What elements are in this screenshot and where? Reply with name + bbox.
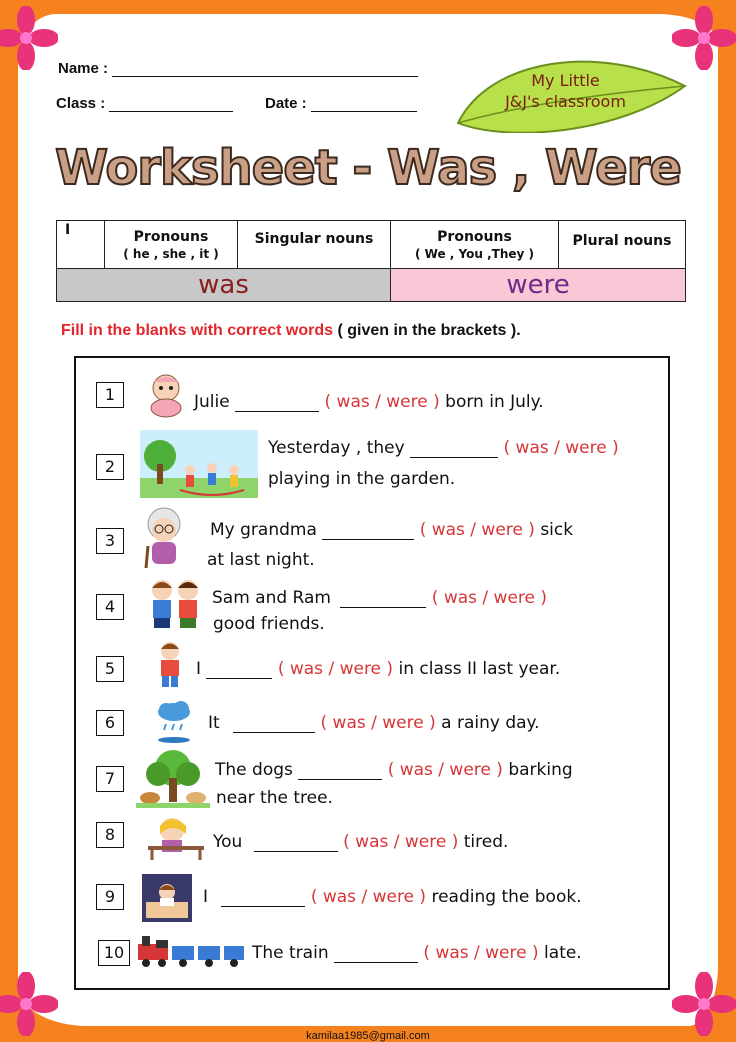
q4-options: ( was / were ) [431, 588, 548, 608]
brand-line2: J&J's classroom [505, 92, 626, 111]
q1-options: ( was / were ) [324, 392, 440, 412]
q8-answer-blank[interactable] [254, 837, 338, 852]
q3-line2: at last night. [207, 550, 315, 570]
q10-after: late. [544, 943, 582, 963]
train-icon [136, 934, 246, 968]
q2-answer-blank[interactable] [410, 443, 498, 458]
two-boys-icon [144, 578, 206, 630]
question-number: 7 [96, 766, 124, 792]
ref-col-i: I [57, 221, 105, 269]
ref-col-singular: Singular nouns [238, 221, 391, 269]
question-9-text [203, 887, 582, 907]
question-10-text [252, 943, 582, 963]
instruction-red: Fill in the blanks with correct words [61, 322, 334, 339]
question-number: 8 [96, 822, 124, 848]
q7-after: barking [508, 760, 573, 780]
question-number: 3 [96, 528, 124, 554]
question-number: 10 [98, 940, 130, 966]
q8-after: tired. [463, 832, 509, 852]
q6-answer-blank[interactable] [233, 718, 315, 733]
date-label: Date : [265, 95, 307, 112]
page-title: Worksheet - Was , Were [55, 140, 681, 196]
flower-decoration-top-left [0, 6, 58, 70]
q4-answer-blank[interactable] [340, 593, 426, 608]
question-1-text [194, 392, 544, 412]
q6-before: It [208, 713, 220, 733]
q6-after: a rainy day. [441, 713, 540, 733]
q3-answer-blank[interactable] [322, 525, 414, 540]
instruction-black: ( given in the brackets ). [333, 322, 521, 339]
question-5-text [196, 659, 560, 679]
q7-options: ( was / were ) [387, 760, 503, 780]
class-field [56, 95, 233, 112]
reading-in-bed-icon [142, 874, 192, 922]
date-field [265, 95, 417, 112]
brand-line1: My Little [531, 71, 600, 90]
q8-options: ( was / were ) [343, 832, 459, 852]
q5-answer-blank[interactable] [206, 664, 272, 679]
q1-before: Julie [194, 392, 230, 412]
q1-after: born in July. [445, 392, 544, 412]
q10-answer-blank[interactable] [334, 948, 418, 963]
q9-options: ( was / were ) [310, 887, 427, 907]
ref-pronouns2-label: Pronouns [437, 229, 512, 245]
tired-girl-icon [144, 812, 206, 860]
were-cell: were [391, 269, 686, 302]
q5-after: in class II last year. [398, 659, 561, 679]
date-blank[interactable] [311, 97, 417, 112]
question-number: 4 [96, 594, 124, 620]
question-number: 2 [96, 454, 124, 480]
question-2-text [268, 438, 619, 458]
q2-before: Yesterday , they [268, 438, 405, 458]
reference-table [56, 220, 686, 302]
q5-before: I [196, 659, 202, 679]
question-8-text [213, 832, 508, 852]
boy-icon [152, 640, 188, 688]
name-field [58, 60, 418, 77]
q9-answer-blank[interactable] [221, 892, 305, 907]
q2-line2: playing in the garden. [268, 469, 456, 489]
question-number: 6 [96, 710, 124, 736]
q8-before: You [213, 832, 243, 852]
ref-pronouns2-sub: ( We , You ,They ) [415, 247, 534, 261]
rain-cloud-icon [154, 700, 194, 744]
question-number: 1 [96, 382, 124, 408]
question-number: 5 [96, 656, 124, 682]
q3-options: ( was / were ) [419, 520, 535, 540]
question-6-text [208, 713, 540, 733]
question-7-text [215, 760, 573, 780]
ref-pronouns1-sub: ( he , she , it ) [123, 247, 219, 261]
grandma-icon [138, 506, 190, 568]
ref-col-pronouns-singular [105, 221, 238, 269]
ref-col-pronouns-plural [391, 221, 559, 269]
q5-options: ( was / were ) [277, 659, 394, 679]
name-label: Name : [58, 60, 109, 77]
q2-options: ( was / were ) [503, 438, 619, 458]
flower-decoration-bottom-left [0, 972, 58, 1036]
brand-logo [478, 70, 653, 112]
flower-decoration-bottom-right [672, 972, 736, 1036]
dogs-tree-icon [136, 748, 210, 808]
q7-line2: near the tree. [216, 788, 333, 808]
name-blank[interactable] [112, 62, 418, 77]
class-label: Class : [56, 95, 106, 112]
kids-playing-icon [140, 430, 258, 498]
q1-answer-blank[interactable] [235, 397, 319, 412]
was-cell: was [57, 269, 391, 302]
class-blank[interactable] [109, 97, 233, 112]
q10-before: The train [252, 943, 329, 963]
baby-icon [143, 372, 189, 418]
q6-options: ( was / were ) [320, 713, 436, 733]
q9-before: I [203, 887, 209, 907]
question-3-text [210, 520, 573, 540]
q7-answer-blank[interactable] [298, 765, 382, 780]
q4-before: Sam and Ram [212, 588, 331, 608]
instruction [61, 322, 521, 340]
question-4-text [212, 588, 547, 608]
question-number: 9 [96, 884, 124, 910]
ref-pronouns1-label: Pronouns [133, 229, 209, 245]
footer-email: kamilaa1985@gmail.com [306, 1030, 430, 1042]
q4-line2: good friends. [213, 614, 325, 634]
q10-options: ( was / were ) [423, 943, 539, 963]
q3-before: My grandma [210, 520, 317, 540]
q9-after: reading the book. [431, 887, 582, 907]
q7-before: The dogs [215, 760, 293, 780]
q3-after: sick [540, 520, 574, 540]
ref-col-plural: Plural nouns [559, 221, 686, 269]
